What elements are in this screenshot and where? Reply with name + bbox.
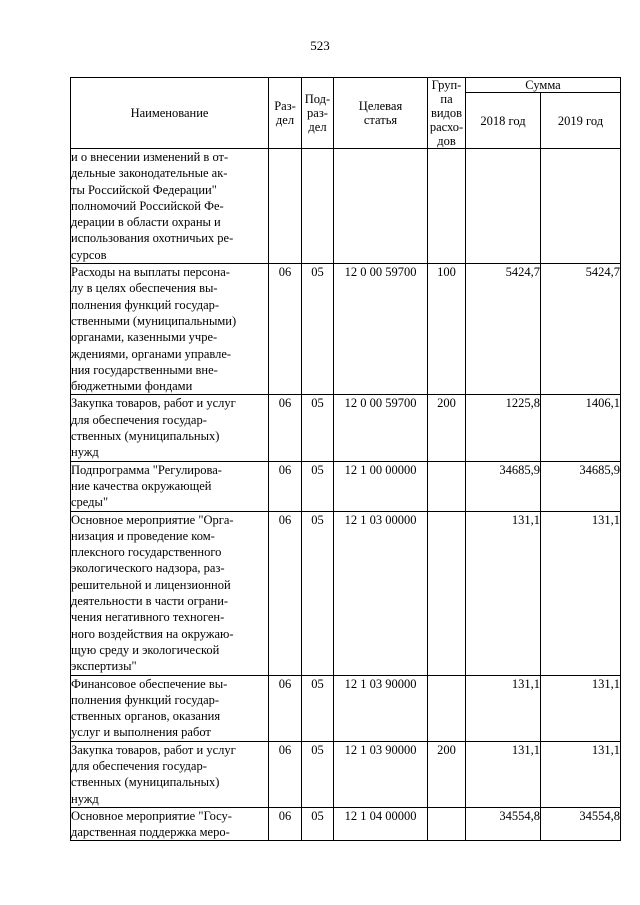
cell-target: 12 1 03 90000 [334, 675, 428, 741]
cell-target [334, 149, 428, 264]
cell-sum-2019: 5424,7 [541, 264, 621, 395]
cell-name: Финансовое обеспечение вы- полнения функций государ- ственных органов, оказания услуг и выполнения работ [71, 675, 269, 741]
cell-target: 12 0 00 59700 [334, 264, 428, 395]
cell-subsection [302, 149, 334, 264]
cell-section: 06 [269, 675, 302, 741]
page-number: 523 [310, 38, 330, 53]
cell-sum-2018: 34554,8 [466, 807, 541, 841]
cell-sum-2019 [541, 149, 621, 264]
cell-section: 06 [269, 511, 302, 675]
cell-section: 06 [269, 461, 302, 511]
table-row [71, 807, 621, 841]
cell-subsection: 05 [302, 807, 334, 841]
table-row [71, 461, 621, 511]
table-row [71, 741, 621, 807]
cell-name: Закупка товаров, работ и услуг для обеспечения государ- ственных (муниципальных) нужд [71, 395, 269, 461]
cell-expense-group [428, 461, 466, 511]
table-header [71, 78, 621, 149]
header-target: Целевая статья [334, 78, 428, 149]
table-row [71, 675, 621, 741]
cell-expense-group [428, 511, 466, 675]
table-row [71, 264, 621, 395]
header-sum: Сумма [466, 78, 621, 93]
cell-sum-2019: 1406,1 [541, 395, 621, 461]
cell-section: 06 [269, 395, 302, 461]
cell-sum-2018 [466, 149, 541, 264]
cell-name: Расходы на выплаты персона- лу в целях обеспечения вы- полнения функций государ- ственными (муниципальными) органами, казенными учре- ждениями, органами управле- ния государственными вне- бюджетными фондами [71, 264, 269, 395]
cell-expense-group [428, 807, 466, 841]
cell-name: Подпрограмма "Регулирова- ние качества окружающей среды" [71, 461, 269, 511]
cell-subsection: 05 [302, 741, 334, 807]
cell-section: 06 [269, 741, 302, 807]
cell-target: 12 1 04 00000 [334, 807, 428, 841]
cell-section: 06 [269, 264, 302, 395]
budget-table [70, 77, 621, 841]
cell-target: 12 1 00 00000 [334, 461, 428, 511]
cell-subsection: 05 [302, 395, 334, 461]
cell-sum-2018: 1225,8 [466, 395, 541, 461]
cell-subsection: 05 [302, 511, 334, 675]
cell-expense-group [428, 675, 466, 741]
header-subsection: Под- раз- дел [302, 78, 334, 149]
table-body [71, 149, 621, 841]
cell-expense-group: 200 [428, 741, 466, 807]
table-row [71, 511, 621, 675]
cell-sum-2019: 131,1 [541, 675, 621, 741]
cell-subsection: 05 [302, 264, 334, 395]
cell-sum-2019: 34685,9 [541, 461, 621, 511]
cell-target: 12 1 03 90000 [334, 741, 428, 807]
header-section: Раз- дел [269, 78, 302, 149]
cell-target: 12 0 00 59700 [334, 395, 428, 461]
cell-sum-2018: 34685,9 [466, 461, 541, 511]
cell-name: и о внесении изменений в от- дельные законодательные ак- ты Российской Федерации" полномочий Российской Фе- дерации в области охраны и использования охотничьих ре- сурсов [71, 149, 269, 264]
cell-sum-2018: 131,1 [466, 675, 541, 741]
table-row [71, 395, 621, 461]
cell-sum-2018: 131,1 [466, 511, 541, 675]
cell-expense-group: 200 [428, 395, 466, 461]
cell-expense-group [428, 149, 466, 264]
cell-sum-2018: 5424,7 [466, 264, 541, 395]
cell-name: Закупка товаров, работ и услуг для обеспечения государ- ственных (муниципальных) нужд [71, 741, 269, 807]
cell-sum-2019: 131,1 [541, 511, 621, 675]
cell-name: Основное мероприятие "Орга- низация и проведение ком- плексного государственного экологического надзора, раз- решительной и лицензионной деятельности в части ограни- чения негативного техноген- ного воздействия на окружаю- щую среду и экологической экспертизы" [71, 511, 269, 675]
cell-name: Основное мероприятие "Госу- дарственная поддержка меро- [71, 807, 269, 841]
cell-sum-2019: 34554,8 [541, 807, 621, 841]
header-year-2018: 2018 год [466, 93, 541, 149]
cell-expense-group: 100 [428, 264, 466, 395]
header-name: Наименование [71, 78, 269, 149]
cell-sum-2018: 131,1 [466, 741, 541, 807]
header-expense-group: Груп- па видов расхо- дов [428, 78, 466, 149]
cell-target: 12 1 03 00000 [334, 511, 428, 675]
table-row [71, 149, 621, 264]
cell-section: 06 [269, 807, 302, 841]
cell-section [269, 149, 302, 264]
cell-subsection: 05 [302, 675, 334, 741]
header-year-2019: 2019 год [541, 93, 621, 149]
cell-sum-2019: 131,1 [541, 741, 621, 807]
cell-subsection: 05 [302, 461, 334, 511]
